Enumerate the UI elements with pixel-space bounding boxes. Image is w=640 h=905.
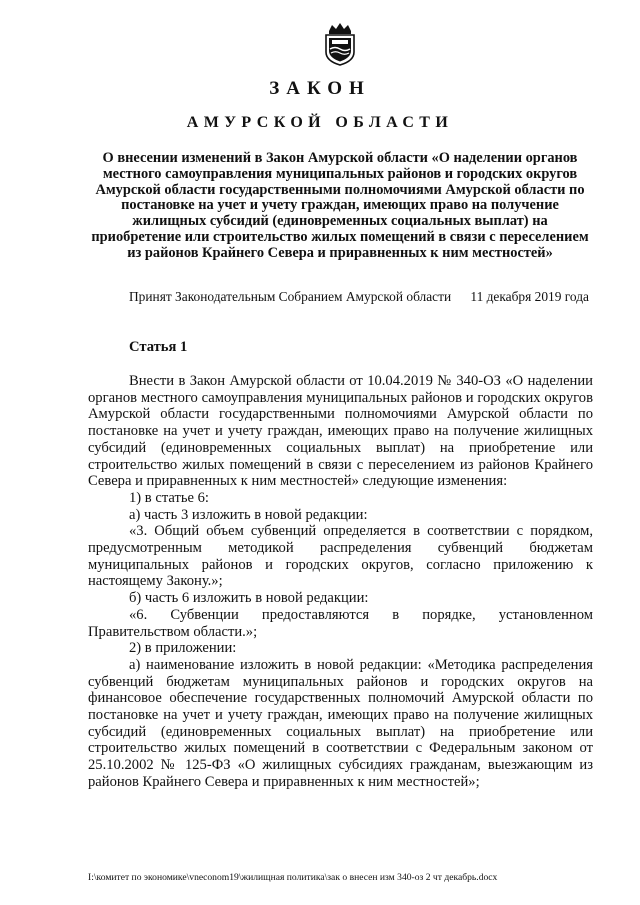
document-region: АМУРСКОЙ ОБЛАСТИ [186, 114, 454, 131]
paragraph: «3. Общий объем субвенций определяется в соответствии с порядком, предусмотренным методикой распределения субвенций бюджетам муниципальных районов и городских округов, согласно приложению к настоящему Закону.»; [88, 523, 593, 590]
paragraph: б) часть 6 изложить в новой редакции: [129, 590, 369, 607]
article-heading: Статья 1 [129, 339, 188, 355]
paragraph: а) наименование изложить в новой редакции: «Методика распределения субвенций бюджетам муниципальных районов и городских округов на финансовое обеспечение государственных полномочий Амурской области по постановке на учет и учету граждан, имеющих право на получение жилищных субсидий (единовременных социальных выплат) на приобретение или строительство жилых помещений в соответствии с Федеральным законом от 25.10.2002 № 125-ФЗ «О жилищных субсидиях гражданам, выезжающим из районов Крайнего Севера и приравненных к ним местностей»; [88, 656, 593, 790]
adoption-date: 11 декабря 2019 года [470, 289, 589, 304]
amur-oblast-coat-of-arms-icon [321, 22, 359, 66]
paragraph: 1) в статье 6: [129, 489, 209, 506]
adoption-line [129, 289, 589, 305]
file-path-footer: I:\комитет по экономике\vneconom19\жилищная политика\зак о внесен изм 340-оз 2 чт декабрь.docx [88, 872, 498, 883]
article-body [88, 373, 593, 791]
paragraph: 2) в приложении: [129, 640, 237, 657]
adopted-by: Принят Законодательным Собранием Амурской области [129, 289, 452, 304]
document-title: ЗАКОН [269, 78, 371, 99]
paragraph: а) часть 3 изложить в новой редакции: [129, 506, 368, 523]
law-subject-heading: О внесении изменений в Закон Амурской области «О наделении органов местного самоуправления муниципальных районов и городских округов Амурской области государственными полномочиями Амурской области по постановке на учет и учету граждан, имеющих право на получение жилищных субсидий (единовременных социальных выплат) на приобретение или строительство жилых помещений в связи с переселением из районов Крайнего Севера и приравненных к ним местностей» [91, 150, 589, 261]
paragraph: «6. Субвенции предоставляются в порядке, установленном Правительством области.»; [88, 606, 593, 640]
paragraph: Внести в Закон Амурской области от 10.04.2019 № 340-ОЗ «О наделении органов местного самоуправления муниципальных районов и городских округов Амурской области государственными полномочиями Амурской области по постановке на учет и учету граждан, имеющих право на получение жилищных субсидий (единовременных социальных выплат) на приобретение или строительство жилых помещений в связи с переселением из районов Крайнего Севера и приравненных к ним местностей» следующие изменения: [88, 373, 593, 490]
